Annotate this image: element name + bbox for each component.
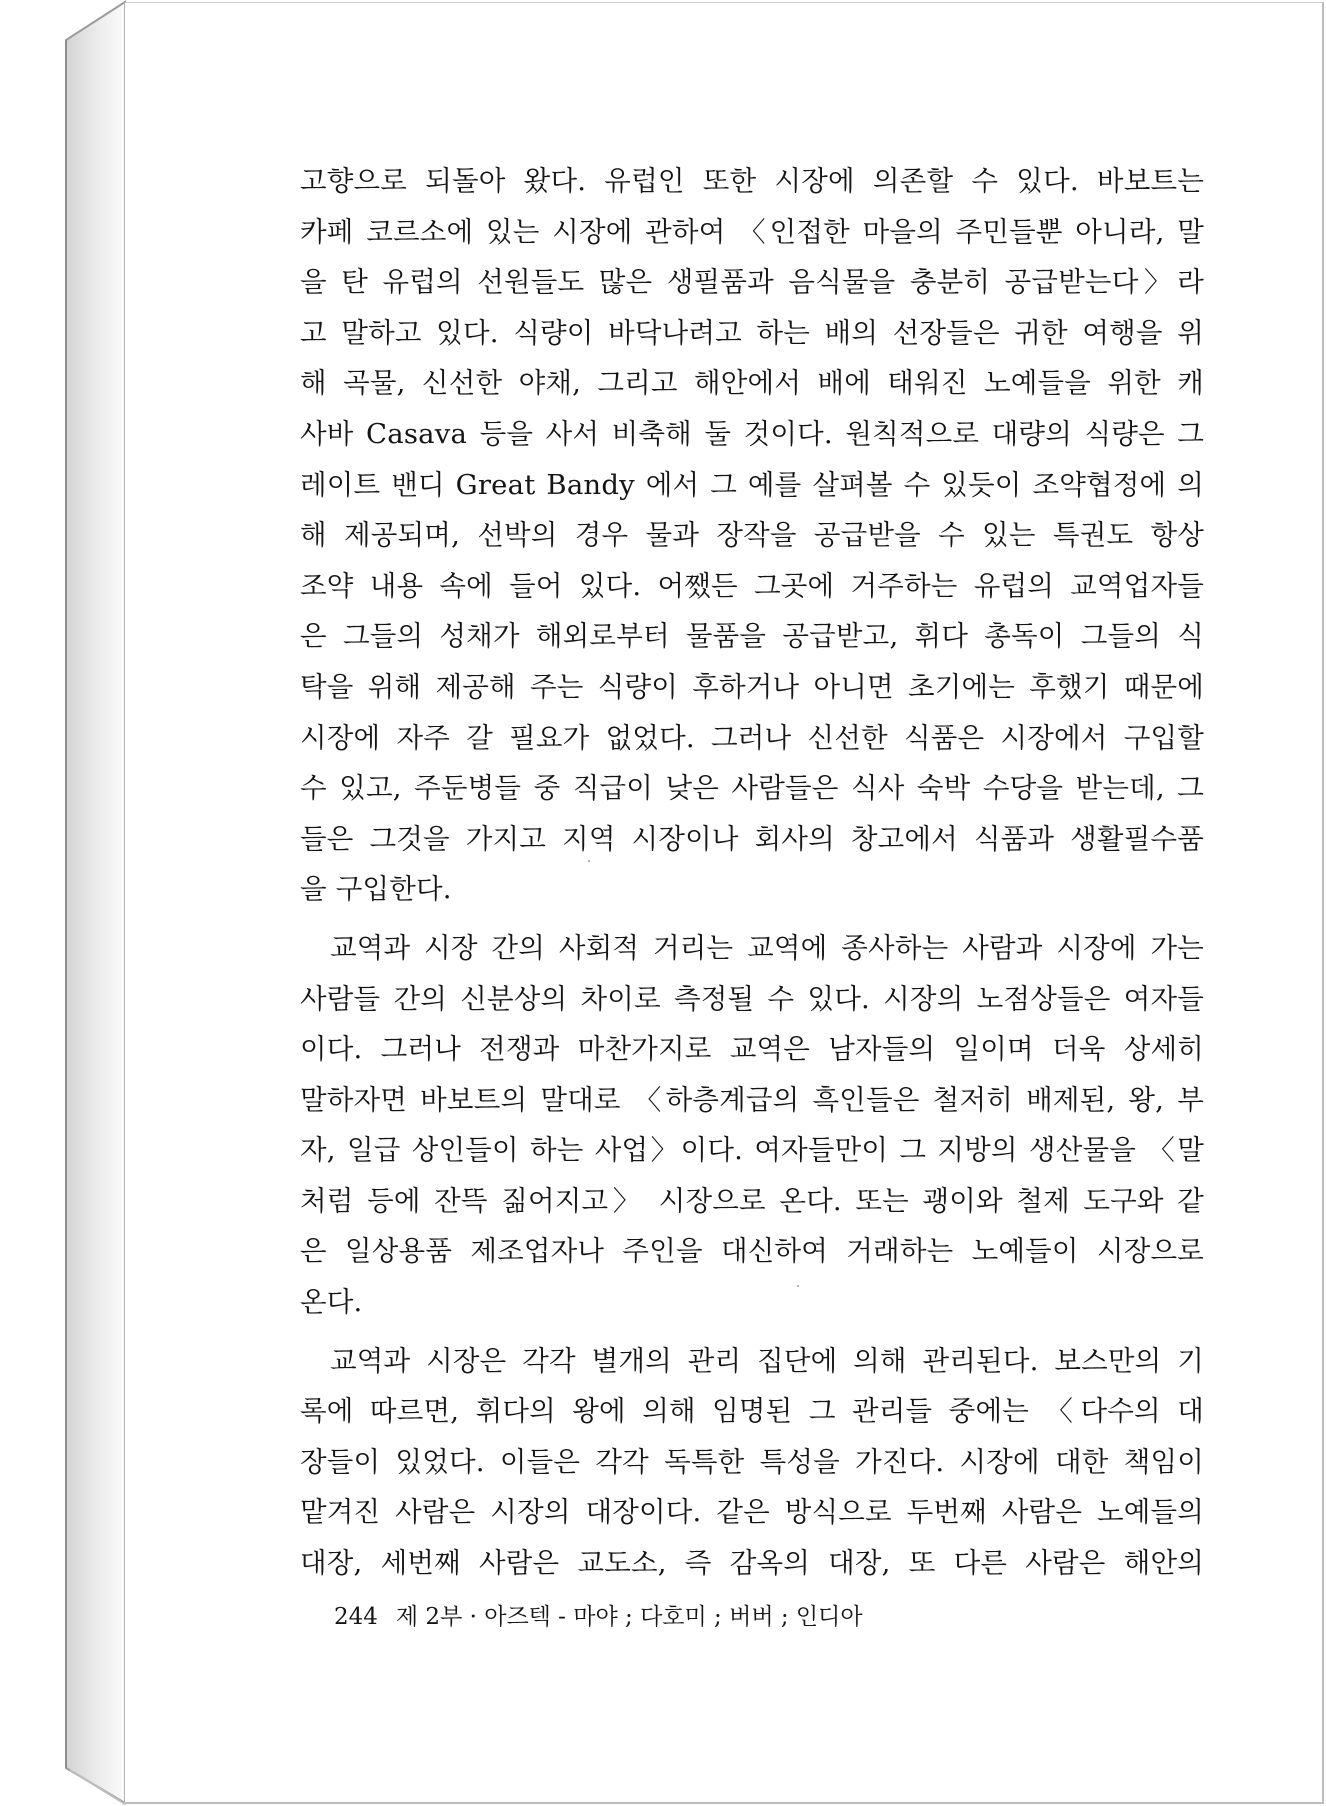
text-line: 고 말하고 있다. 식량이 바닥나려고 하는 배의 선장들은 귀한 여행을 위 <box>300 316 1204 349</box>
text-line: 을 구입한다. <box>300 873 452 906</box>
text-line: 장들이 있었다. 이들은 각각 독특한 특성을 가진다. 시장에 대한 책임이 <box>300 1445 1204 1478</box>
text-line: 레이트 밴디 Great Bandy 에서 그 예를 살펴볼 수 있듯이 조약협정에 의 <box>300 468 1204 501</box>
print-speck <box>588 860 590 862</box>
text-line: 고향으로 되돌아 왔다. 유럽인 또한 시장에 의존할 수 있다. 바보트는 <box>300 165 1204 197</box>
text-line: 교역과 시장 간의 사회적 거리는 교역에 종사하는 사람과 시장에 가는 <box>330 931 1204 964</box>
text-line: 이다. 그러나 전쟁과 마찬가지로 교역은 남자들의 일이며 더욱 상세히 <box>300 1033 1204 1066</box>
running-head: 제 2부 · 아즈텍 - 마야 ; 다호미 ; 버버 ; 인디아 <box>395 1604 863 1630</box>
text-line: 사바 Casava 등을 사서 비축해 둘 것이다. 원칙적으로 대량의 식량은 그 <box>300 417 1204 450</box>
page-body <box>300 156 1204 1589</box>
page-number: 244 <box>334 1604 378 1630</box>
paragraph-gap <box>300 915 1204 923</box>
text-line: 조약 내용 속에 들어 있다. 어쨌든 그곳에 거주하는 유럽의 교역업자들 <box>300 569 1204 602</box>
text-line: 해 곡물, 신선한 야채, 그리고 해안에서 배에 태워진 노예들을 위한 캐 <box>300 367 1204 400</box>
text-line: 을 탄 유럽의 선원들도 많은 생필품과 음식물을 충분히 공급받는다〉라 <box>300 266 1204 299</box>
text-line: 록에 따르면, 휘다의 왕에 의해 임명된 그 관리들 중에는 〈다수의 대 <box>300 1395 1204 1428</box>
text-line: 들은 그것을 가지고 지역 시장이나 회사의 창고에서 식품과 생활필수품 <box>300 822 1204 855</box>
paragraph-gap <box>300 1328 1204 1336</box>
text-line: 수 있고, 주둔병들 중 직급이 낮은 사람들은 식사 숙박 수당을 받는데, 그 <box>300 772 1204 805</box>
text-line: 사람들 간의 신분상의 차이로 측정될 수 있다. 시장의 노점상들은 여자들 <box>300 982 1204 1015</box>
text-line: 탁을 위해 제공해 주는 식량이 후하거나 아니면 초기에는 후했기 때문에 <box>300 670 1204 703</box>
paragraph <box>300 156 1204 915</box>
text-line: 대장, 세번째 사람은 교도소, 즉 감옥의 대장, 또 다른 사람은 해안의 <box>300 1547 1204 1580</box>
page-footer <box>334 1597 863 1637</box>
text-line: 은 그들의 성채가 해외로부터 물품을 공급받고, 휘다 총독이 그들의 식 <box>300 620 1204 653</box>
text-line: 맡겨진 사람은 시장의 대장이다. 같은 방식으로 두번째 사람은 노예들의 <box>300 1496 1204 1529</box>
text-line: 자, 일급 상인들이 하는 사업〉이다. 여자들만이 그 지방의 생산물을 〈말 <box>300 1134 1204 1167</box>
text-line: 교역과 시장은 각각 별개의 관리 집단에 의해 관리된다. 보스만의 기 <box>330 1344 1204 1377</box>
paragraph <box>300 1336 1204 1589</box>
text-line: 처럼 등에 잔뜩 짊어지고〉 시장으로 온다. 또는 괭이와 철제 도구와 같 <box>300 1184 1204 1217</box>
paragraph <box>300 923 1204 1328</box>
text-line: 해 제공되며, 선박의 경우 물과 장작을 공급받을 수 있는 특권도 항상 <box>300 519 1204 552</box>
text-line: 온다. <box>300 1286 363 1319</box>
print-speck <box>797 1285 799 1287</box>
text-line: 카페 코르소에 있는 시장에 관하여 〈인접한 마을의 주민들뿐 아니라, 말 <box>300 215 1204 248</box>
text-line: 은 일상용품 제조업자나 주인을 대신하여 거래하는 노예들이 시장으로 <box>300 1235 1204 1268</box>
text-line: 시장에 자주 갈 필요가 없었다. 그러나 신선한 식품은 시장에서 구입할 <box>300 721 1204 754</box>
text-line: 말하자면 바보트의 말대로 〈하층계급의 흑인들은 철저히 배제된, 왕, 부 <box>300 1083 1204 1116</box>
